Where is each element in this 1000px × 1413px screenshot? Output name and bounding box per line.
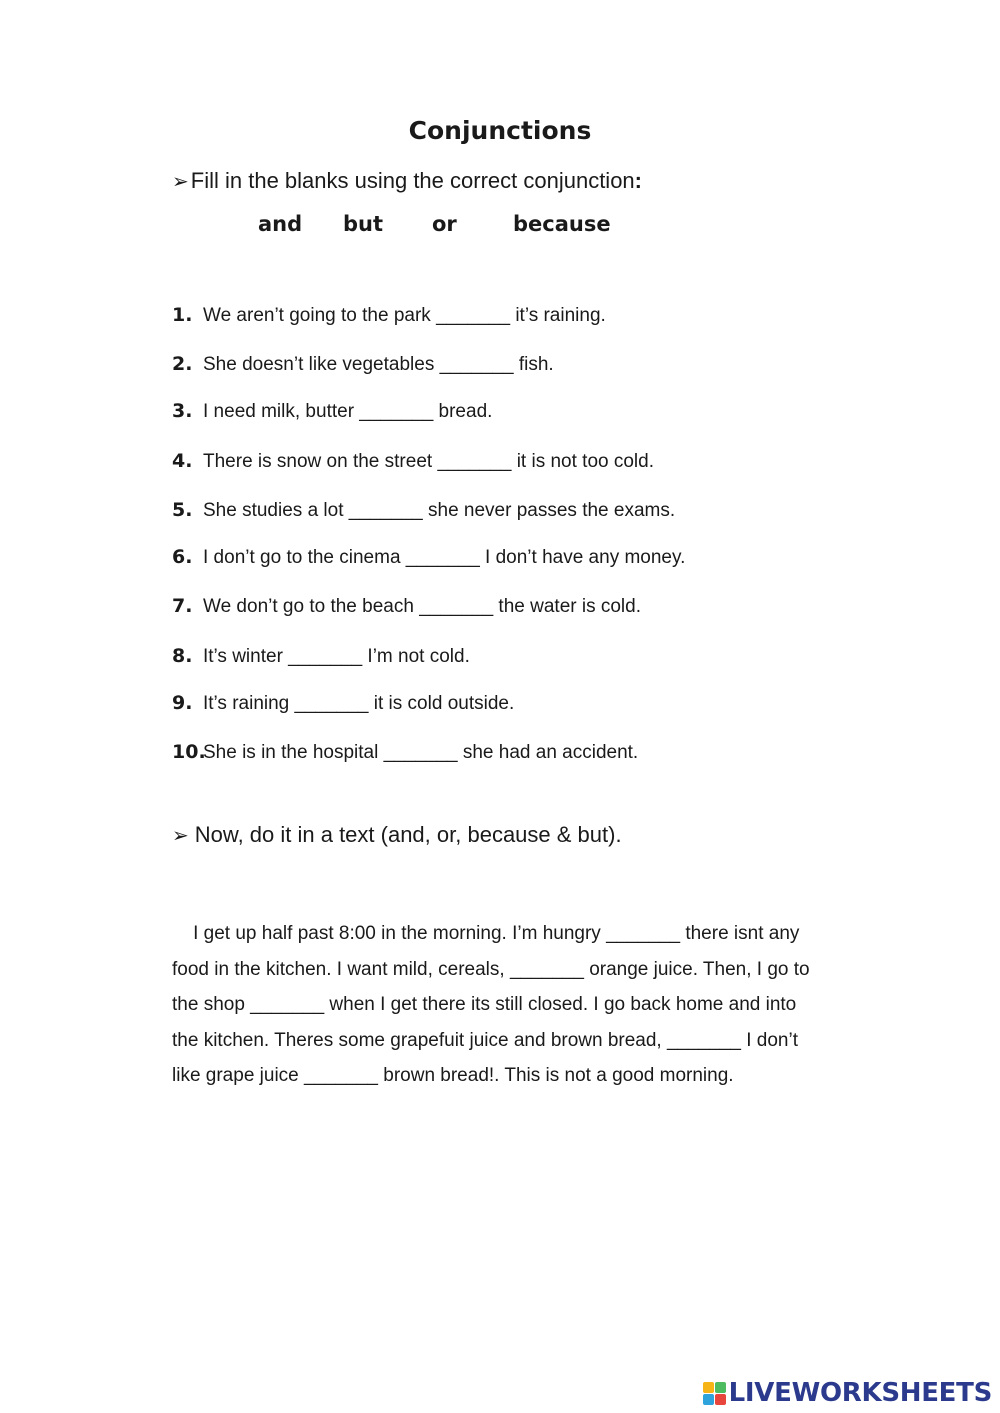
instruction-text: Fill in the blanks using the correct conjunction: [190, 168, 635, 193]
question-number: 10.: [172, 741, 206, 763]
question-text: She is in the hospital _______ she had an accident.: [203, 742, 639, 763]
paragraph-line: I get up half past 8:00 in the morning. I’m hungry _______ there isnt any: [172, 923, 800, 944]
question-number: 2.: [172, 353, 193, 375]
question-item: [172, 400, 492, 423]
question-item: [172, 304, 606, 327]
paragraph-line: like grape juice _______ brown bread!. This is not a good morning.: [172, 1065, 734, 1087]
question-number: 8.: [172, 645, 193, 667]
question-number: 1.: [172, 304, 193, 326]
question-text: We aren’t going to the park _______ it’s raining.: [203, 305, 606, 326]
paragraph-line: the kitchen. Theres some grapefuit juice and brown bread, _______ I don’t: [172, 1029, 798, 1051]
question-item: [172, 741, 638, 764]
section-two-text: Now, do it in a text (and, or, because & but).: [194, 822, 622, 847]
question-item: [172, 645, 470, 668]
question-text: There is snow on the street _______ it is not too cold.: [203, 451, 654, 472]
question-item: [172, 595, 641, 618]
word-bank-item: and: [258, 212, 303, 236]
question-number: 6.: [172, 546, 193, 568]
question-item: [172, 692, 514, 715]
question-item: [172, 353, 554, 376]
paragraph-line: the shop _______ when I get there its still closed. I go back home and into: [172, 994, 797, 1016]
question-text: She doesn’t like vegetables _______ fish.: [203, 354, 554, 375]
question-text: It’s winter _______ I’m not cold.: [203, 646, 470, 667]
question-number: 7.: [172, 595, 193, 617]
logo-text: LIVEWORKSHEETS: [728, 1378, 992, 1408]
question-text: I need milk, butter _______ bread.: [203, 401, 493, 422]
question-item: [172, 546, 685, 569]
question-number: 5.: [172, 499, 193, 521]
question-number: 3.: [172, 400, 193, 422]
liveworksheets-logo: [703, 1376, 992, 1410]
question-number: 4.: [172, 450, 193, 472]
logo-tile: [715, 1394, 726, 1405]
word-bank-item: but: [343, 212, 384, 236]
question-text: It’s raining _______ it is cold outside.: [203, 693, 515, 714]
question-item: [172, 450, 654, 473]
word-bank-item: because: [513, 212, 611, 236]
arrow-bullet-icon: ➢: [172, 171, 189, 193]
question-item: [172, 499, 675, 522]
logo-tile: [703, 1382, 714, 1393]
question-number: 9.: [172, 692, 193, 714]
paragraph-line: food in the kitchen. I want mild, cereals, _______ orange juice. Then, I go to: [172, 958, 810, 980]
story-paragraph: [172, 916, 852, 1094]
word-bank-item: or: [432, 212, 457, 236]
arrow-bullet-icon: ➢: [172, 825, 189, 847]
logo-tile: [703, 1394, 714, 1405]
section-two-heading: [172, 822, 622, 848]
logo-tiles-icon: [703, 1382, 726, 1405]
question-text: She studies a lot _______ she never passes the exams.: [203, 500, 676, 521]
worksheet-title: Conjunctions: [408, 116, 592, 145]
logo-tile: [715, 1382, 726, 1393]
question-text: We don’t go to the beach _______ the water is cold.: [203, 596, 642, 617]
question-text: I don’t go to the cinema _______ I don’t have any money.: [203, 547, 686, 568]
instruction-colon: :: [634, 168, 642, 193]
instruction: [172, 168, 642, 194]
word-bank: [0, 212, 1000, 242]
